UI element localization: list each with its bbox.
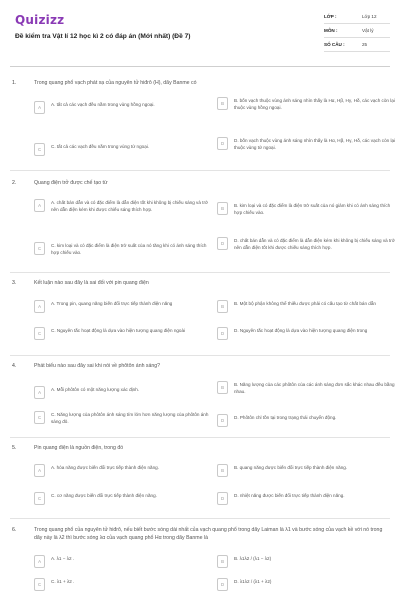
option-letter-box[interactable]: C	[34, 143, 45, 156]
meta-value: Lớp 12	[362, 14, 377, 19]
question-4	[12, 363, 395, 433]
option-text: C. λ1 + λ2 .	[51, 579, 75, 584]
option-letter-box[interactable]: C	[34, 242, 45, 255]
option-letter-box[interactable]: A	[34, 101, 45, 114]
option-text: D. chất bán dẫn và có đặc điểm là dẫn điện kém khi không bị chiếu sáng và trở nên dẫn điện tốt khi được chiếu sáng thích hợp.	[234, 238, 395, 250]
question-text: Trong quang phổ vạch phát xạ của nguyên tử hiđrô (H), dãy Banme có	[34, 80, 197, 86]
option-b[interactable]	[217, 300, 397, 313]
question-divider	[10, 437, 390, 438]
option-letter-box[interactable]: C	[34, 578, 45, 591]
option-letter-box[interactable]: B	[217, 202, 228, 215]
option-letter-box[interactable]: B	[217, 381, 228, 394]
option-letter-box[interactable]: B	[217, 464, 228, 477]
meta-row-subject	[324, 24, 390, 38]
option-text: A. tất cả các vạch đều nằm trong vùng hồng ngoại.	[51, 102, 155, 107]
option-c[interactable]	[34, 578, 214, 591]
meta-label: SỐ CÂU :	[324, 42, 345, 47]
option-text: C. Năng lượng của phôtôn ánh sáng tím lớn hơn năng lượng của phôtôn ánh sáng đỏ.	[51, 412, 209, 424]
question-number: 3.	[12, 280, 17, 286]
option-c[interactable]	[34, 492, 214, 505]
option-text: D. nhiệt năng được biến đổi trực tiếp thành điện năng.	[234, 493, 345, 498]
option-letter-box[interactable]: A	[34, 386, 45, 399]
document-title: Đề kiểm tra Vật lí 12 học kì 2 có đáp án (Mới nhất) (Đề 7)	[15, 33, 191, 40]
question-text: Pin quang điện là nguồn điện, trong đó	[34, 445, 124, 451]
option-letter-box[interactable]: B	[217, 555, 228, 568]
meta-value: Vật lý	[362, 28, 374, 33]
meta-value: 25	[362, 42, 368, 47]
option-letter-box[interactable]: A	[34, 199, 45, 212]
meta-label: MÔN :	[324, 28, 338, 33]
option-a[interactable]	[34, 555, 214, 568]
option-letter-box[interactable]: B	[217, 300, 228, 313]
option-letter-box[interactable]: D	[217, 327, 228, 340]
option-a[interactable]	[34, 386, 214, 399]
option-text: B. Một bộ phận không thể thiếu được phải có cấu tạo từ chất bán dẫn	[234, 301, 376, 306]
question-5	[12, 445, 392, 515]
question-2	[12, 180, 395, 265]
question-text: Quang điện trở được chế tạo từ	[34, 180, 108, 186]
question-number: 5.	[12, 445, 17, 451]
question-divider	[10, 272, 390, 273]
option-text: C. tất cả các vạch đều nằm trong vùng tử ngoại.	[51, 144, 150, 149]
option-a[interactable]	[34, 300, 214, 313]
option-text: B. quang năng được biến đổi trực tiếp thành điện năng.	[234, 465, 348, 470]
option-c[interactable]	[34, 242, 214, 256]
option-d[interactable]	[217, 492, 397, 505]
question-number: 4.	[12, 363, 17, 369]
option-letter-box[interactable]: D	[217, 237, 228, 250]
option-text: A. Mỗi phôtôn có một năng lượng xác định.	[51, 387, 140, 392]
option-b[interactable]	[217, 464, 397, 477]
option-b[interactable]	[217, 97, 397, 111]
option-letter-box[interactable]: A	[34, 555, 45, 568]
option-text: A. Trong pin, quang năng biến đổi trực tiếp thành điện năng	[51, 301, 173, 306]
option-text: C. kim loại và có đặc điểm là điện trở suất của nó tăng khi có ánh sáng thích hợp chiếu vào.	[51, 243, 207, 255]
option-c[interactable]	[34, 327, 214, 340]
option-a[interactable]	[34, 199, 214, 213]
option-d[interactable]	[217, 327, 397, 340]
meta-row-count	[324, 38, 390, 52]
option-a[interactable]	[34, 101, 214, 114]
question-1	[12, 80, 396, 160]
option-text: A. λ1 − λ2 .	[51, 556, 75, 561]
question-3	[12, 280, 392, 350]
option-text: B. kim loại và có đặc điểm là điện trở suất của nó giảm khi có ánh sáng thích hợp chiếu vào.	[234, 203, 391, 215]
option-d[interactable]	[217, 578, 397, 591]
meta-label: LỚP :	[324, 14, 337, 19]
option-text: A. chất bán dẫn và có đặc điểm là dẫn điện tốt khi không bị chiếu sáng và trở nên dẫn điện kém khi được chiếu sáng thích hợp.	[51, 200, 209, 212]
option-letter-box[interactable]: A	[34, 300, 45, 313]
option-text: D. Phôtôn chỉ tồn tại trong trạng thái chuyển động.	[234, 415, 337, 420]
option-letter-box[interactable]: C	[34, 411, 45, 424]
option-d[interactable]	[217, 237, 397, 251]
option-letter-box[interactable]: C	[34, 492, 45, 505]
meta-row-class	[324, 10, 390, 24]
option-text: D. Nguyên tắc hoạt động là dựa vào hiện tượng quang điện trong	[234, 328, 368, 333]
option-b[interactable]	[217, 555, 397, 568]
quizizz-logo: Quizizz	[15, 13, 65, 27]
option-text: C. cơ năng được biến đổi trực tiếp thành điện năng.	[51, 493, 157, 498]
option-c[interactable]	[34, 143, 214, 156]
option-text: B. bốn vạch thuộc vùng ánh sáng nhìn thấy là Hα, Hβ, Hγ, Hδ, các vạch còn lại thuộc vùng hồng ngoại.	[234, 98, 395, 110]
option-letter-box[interactable]: A	[34, 464, 45, 477]
option-text: B. Năng lượng của các phôtôn của các ánh sáng đơn sắc khác nhau đều bằng nhau.	[234, 382, 395, 394]
option-text: D. λ1λ2 / (λ1 + λ2)	[234, 579, 272, 584]
option-text: C. Nguyên tắc hoạt động là dựa vào hiện tượng quang điện ngoài	[51, 328, 186, 333]
option-letter-box[interactable]: D	[217, 578, 228, 591]
question-divider	[10, 355, 390, 356]
option-b[interactable]	[217, 202, 397, 216]
option-text: B. λ1λ2 / (λ1 − λ2)	[234, 556, 272, 561]
meta-info-box	[324, 10, 390, 52]
option-c[interactable]	[34, 411, 214, 425]
question-text: Phát biểu nào sau đây sai khi nói về phôtôn ánh sáng?	[34, 363, 161, 369]
question-number: 6.	[12, 527, 17, 533]
option-d[interactable]	[217, 414, 400, 427]
question-number: 2.	[12, 180, 17, 186]
option-letter-box[interactable]: D	[217, 414, 228, 427]
option-text: A. hóa năng được biến đổi trực tiếp thành điện năng.	[51, 465, 160, 470]
option-letter-box[interactable]: D	[217, 137, 228, 150]
option-text: D. bốn vạch thuộc vùng ánh sáng nhìn thấy là Hα, Hβ, Hγ, Hδ, các vạch còn lại thuộc vùng tử ngoại.	[234, 138, 396, 150]
question-text: Kết luận nào sau đây là sai đối với pin quang điện	[34, 280, 149, 286]
question-number: 1.	[12, 80, 17, 86]
option-letter-box[interactable]: C	[34, 327, 45, 340]
question-6	[12, 527, 392, 599]
option-a[interactable]	[34, 464, 214, 477]
document-header	[0, 0, 400, 64]
option-letter-box[interactable]: B	[217, 97, 228, 110]
header-divider	[10, 66, 390, 67]
option-d[interactable]	[217, 137, 397, 151]
question-divider	[10, 518, 390, 519]
option-b[interactable]	[217, 381, 397, 395]
option-letter-box[interactable]: D	[217, 492, 228, 505]
question-text: Trong quang phổ của nguyên tử hiđrô, nếu biết bước sóng dài nhất của vạch quang phổ trong dãy Laiman là λ1 và bước sóng của vạch kề với nó trong dãy này là λ2 thì bước sóng λα của vạch quang phổ Hα trong dãy Banme là	[34, 527, 383, 541]
question-divider	[10, 170, 390, 171]
